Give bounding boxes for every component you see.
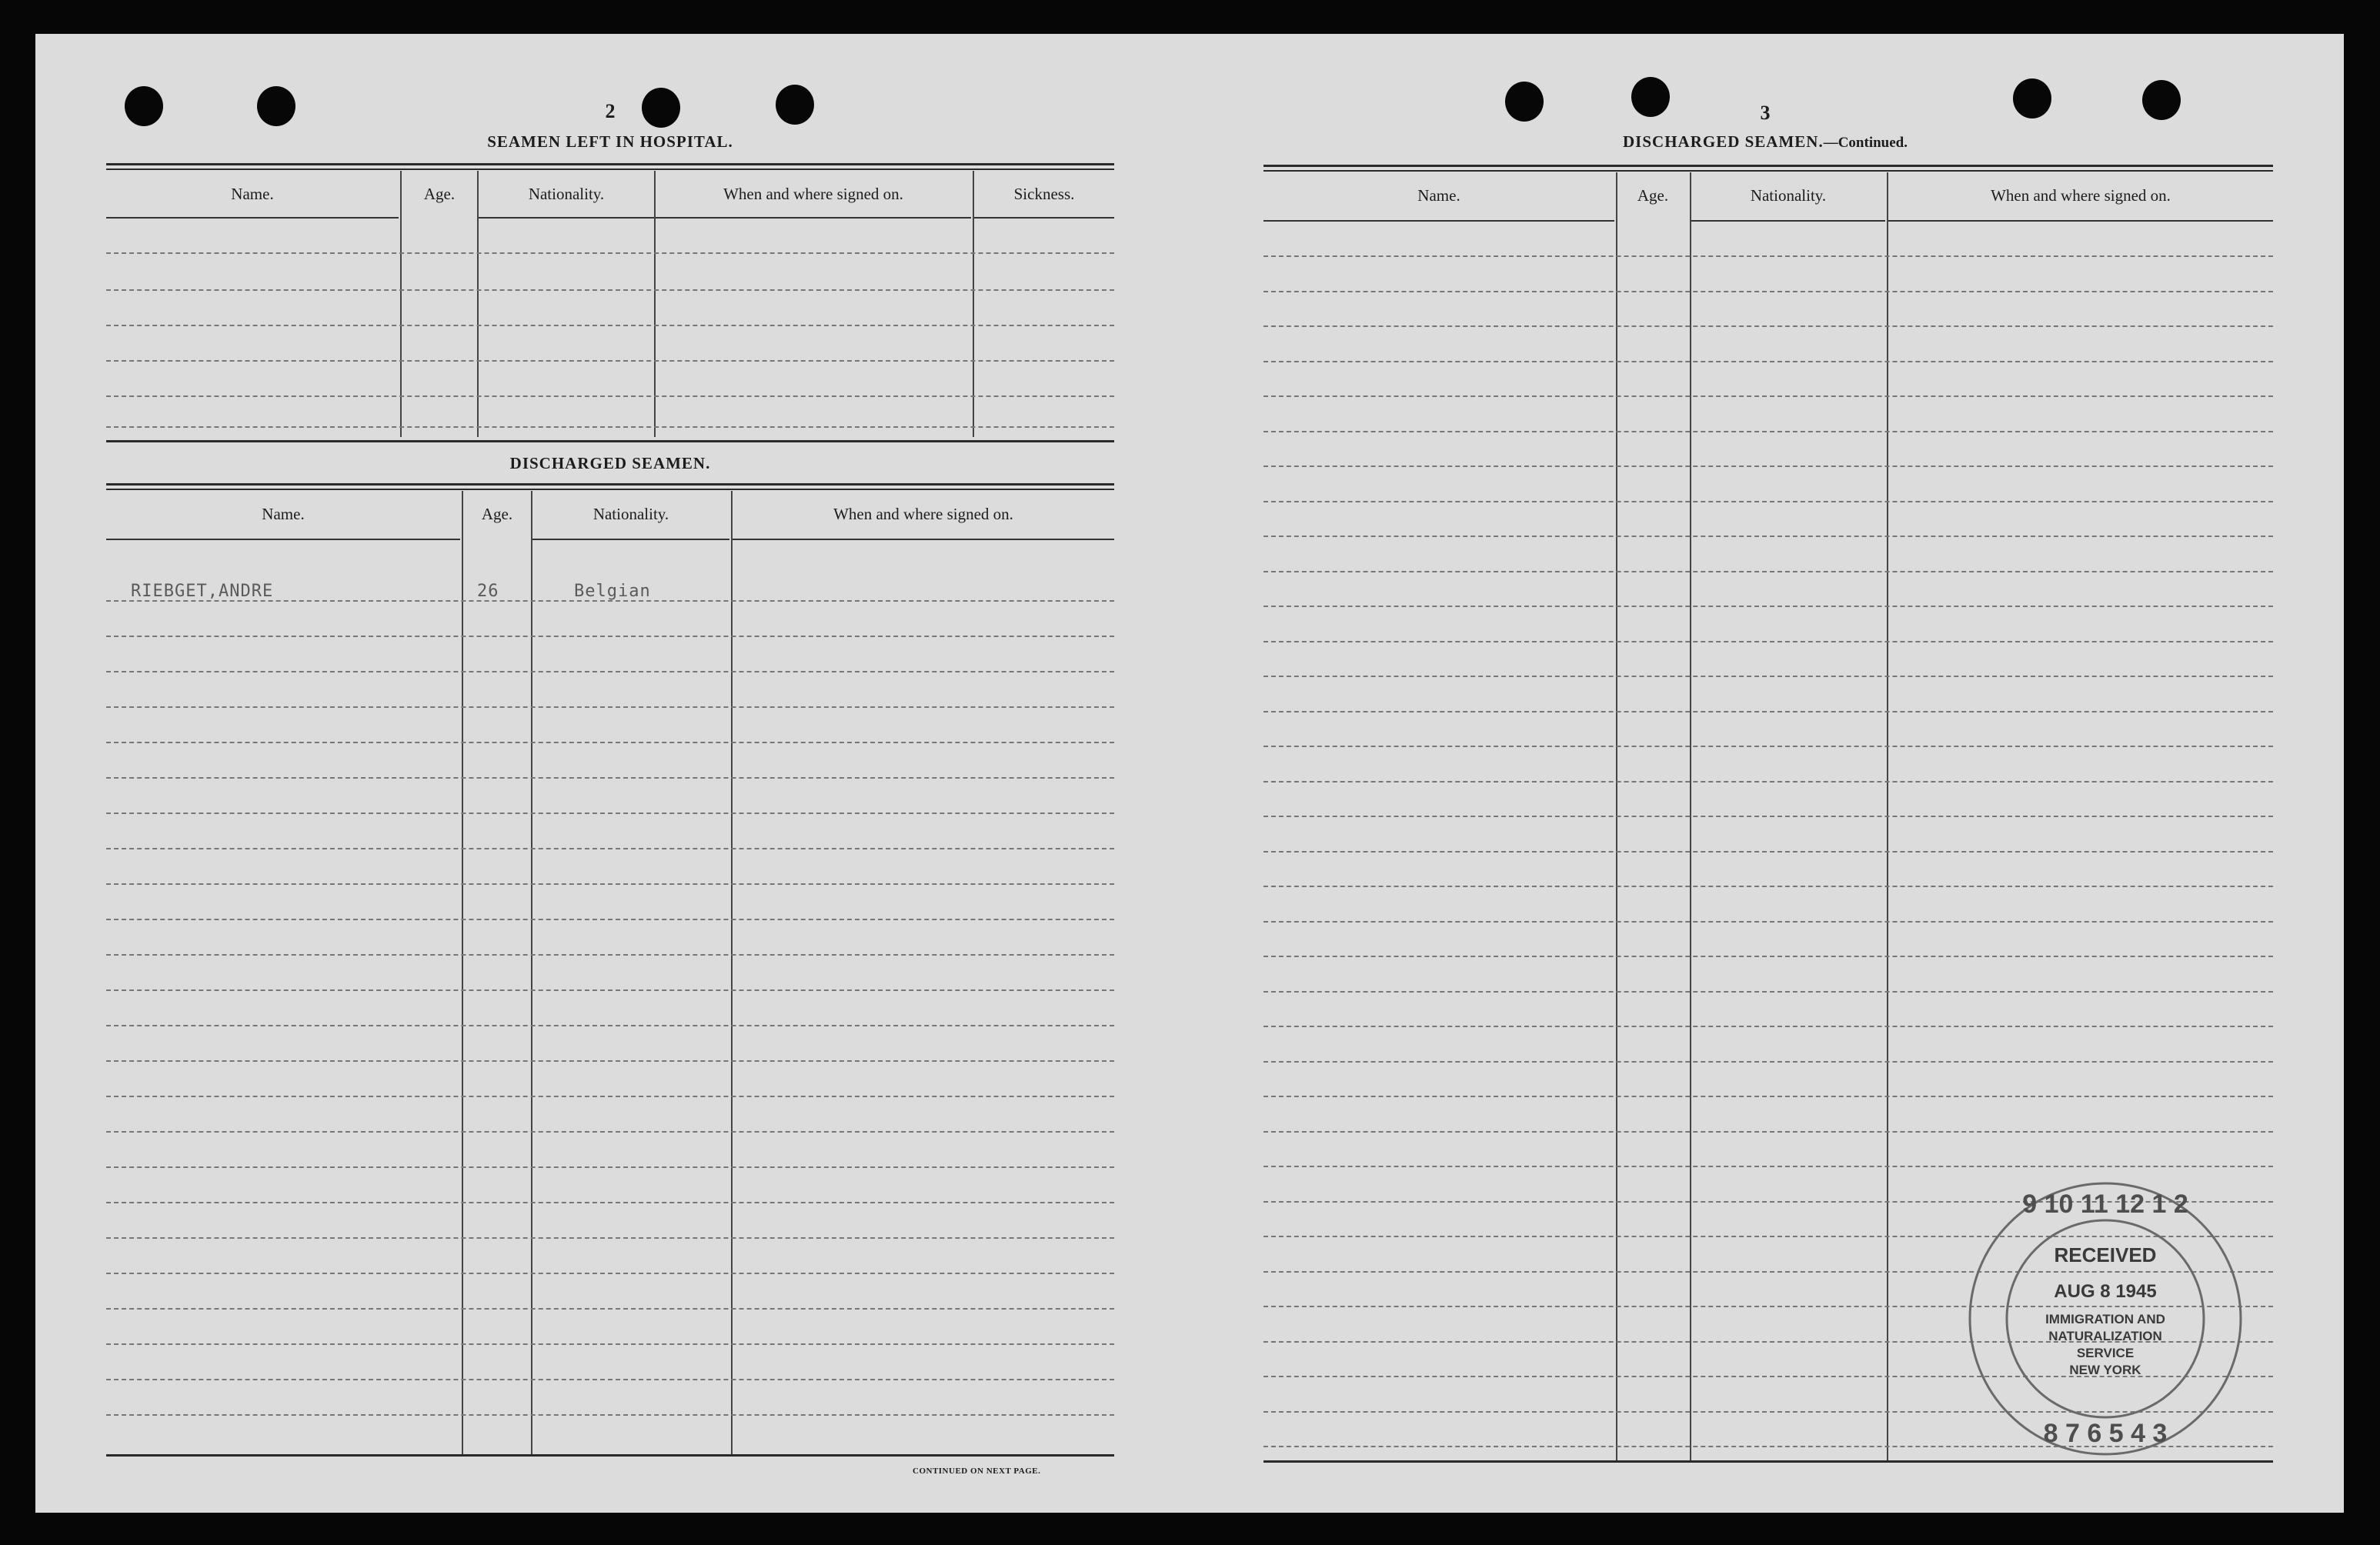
stamp-line-received: RECEIVED <box>2054 1243 2157 1266</box>
column-header-nationality: Nationality. <box>528 184 605 203</box>
ruled-line <box>1263 1131 2273 1133</box>
ruled-line <box>1263 641 2273 642</box>
discharged-section-title: DISCHARGED SEAMEN. <box>509 454 711 472</box>
ruled-line <box>1263 1166 2273 1167</box>
ruled-line <box>106 671 1114 672</box>
ruled-line <box>1263 746 2273 747</box>
ruled-line <box>106 954 1114 956</box>
ruled-line <box>106 636 1114 637</box>
ruled-line <box>1263 536 2273 537</box>
ruled-line <box>106 742 1114 743</box>
column-header-signed-on: When and where signed on. <box>1991 185 2171 205</box>
ruled-line <box>106 919 1114 920</box>
punch-hole <box>2142 80 2181 120</box>
column-header-signed-on: When and where signed on. <box>833 504 1013 523</box>
discharged-nationality-value: Belgian <box>574 582 651 601</box>
punch-hole <box>642 88 680 128</box>
ruled-line <box>1263 606 2273 607</box>
ruled-line <box>1263 676 2273 677</box>
ruled-line <box>106 1343 1114 1345</box>
right-section-title-suffix: —Continued. <box>1823 135 1908 151</box>
column-header-nationality: Nationality. <box>592 504 669 523</box>
right-page-number: 3 <box>1760 102 1771 124</box>
ruled-line <box>1263 921 2273 923</box>
column-header-name: Name. <box>1417 185 1460 205</box>
received-stamp <box>1959 1173 2251 1465</box>
column-header-sickness: Sickness. <box>1013 184 1075 203</box>
column-header-name: Name. <box>231 184 274 203</box>
stamp-line-date: AUG 8 1945 <box>2054 1281 2157 1302</box>
ruled-line <box>1263 991 2273 993</box>
ruled-line <box>106 1379 1114 1380</box>
hospital-table <box>106 163 1114 449</box>
ruled-line <box>1263 1061 2273 1063</box>
stamp-line-2: NATURALIZATION <box>2048 1329 2162 1343</box>
ruled-line <box>106 1060 1114 1062</box>
ruled-line <box>106 1096 1114 1097</box>
ruled-line <box>1263 956 2273 957</box>
ruled-line <box>1263 255 2273 257</box>
ruled-line <box>1263 395 2273 397</box>
right-section-title <box>1623 132 1908 152</box>
ruled-line <box>106 777 1114 779</box>
column-header-nationality: Nationality. <box>1750 185 1827 205</box>
stamp-line-4: NEW YORK <box>2069 1363 2141 1377</box>
ruled-line <box>106 1237 1114 1239</box>
punch-hole <box>125 86 163 126</box>
stamp-line-1: IMMIGRATION AND <box>2045 1312 2165 1326</box>
ruled-line <box>1263 851 2273 853</box>
ruled-line <box>106 848 1114 849</box>
ruled-line <box>106 1025 1114 1026</box>
ruled-line <box>106 813 1114 814</box>
ruled-line <box>106 1308 1114 1310</box>
column-header-age: Age. <box>1637 185 1669 205</box>
ruled-line <box>1263 711 2273 712</box>
ruled-line <box>1263 361 2273 362</box>
ruled-line <box>1263 501 2273 502</box>
ruled-line <box>1263 571 2273 572</box>
ruled-line <box>1263 325 2273 327</box>
ruled-line <box>1263 431 2273 432</box>
manifest-sheet <box>35 34 2344 1513</box>
discharged-name-value: RIEBGET,ANDRE <box>131 582 274 601</box>
ruled-line <box>1263 1096 2273 1097</box>
ruled-line <box>1263 466 2273 467</box>
column-header-signed-on: When and where signed on. <box>723 184 903 203</box>
punch-hole <box>776 85 814 125</box>
punch-hole <box>257 86 295 126</box>
stamp-line-3: SERVICE <box>2076 1346 2135 1360</box>
continued-footer: CONTINUED ON NEXT PAGE. <box>913 1467 1041 1476</box>
ruled-line <box>106 1273 1114 1274</box>
svg-text:9 10 11 12 1 2: 9 10 11 12 1 2 <box>2022 1190 2188 1219</box>
ruled-line <box>106 1131 1114 1133</box>
left-page-number: 2 <box>605 100 616 122</box>
hospital-section-title: SEAMEN LEFT IN HOSPITAL. <box>487 132 733 151</box>
column-header-name: Name. <box>262 504 305 523</box>
discharged-age-value: 26 <box>477 582 499 601</box>
ruled-line <box>106 1166 1114 1168</box>
punch-hole <box>1505 82 1544 122</box>
ruled-line <box>1263 781 2273 783</box>
ruled-line <box>106 706 1114 708</box>
punch-hole <box>1631 77 1670 117</box>
ruled-line <box>1263 1026 2273 1027</box>
ruled-line <box>1263 886 2273 887</box>
ruled-line <box>1263 816 2273 817</box>
svg-text:8 7 6 5 4 3: 8 7 6 5 4 3 <box>2043 1419 2168 1448</box>
column-header-age: Age. <box>423 184 456 203</box>
ruled-line <box>106 989 1114 991</box>
column-header-age: Age. <box>481 504 513 523</box>
ruled-line <box>1263 291 2273 292</box>
punch-hole <box>2013 78 2051 118</box>
right-section-title-text: DISCHARGED SEAMEN. <box>1623 132 1824 151</box>
ruled-line <box>106 1414 1114 1416</box>
ruled-line <box>106 883 1114 885</box>
ruled-line <box>106 1202 1114 1203</box>
discharged-table <box>106 483 1114 1460</box>
